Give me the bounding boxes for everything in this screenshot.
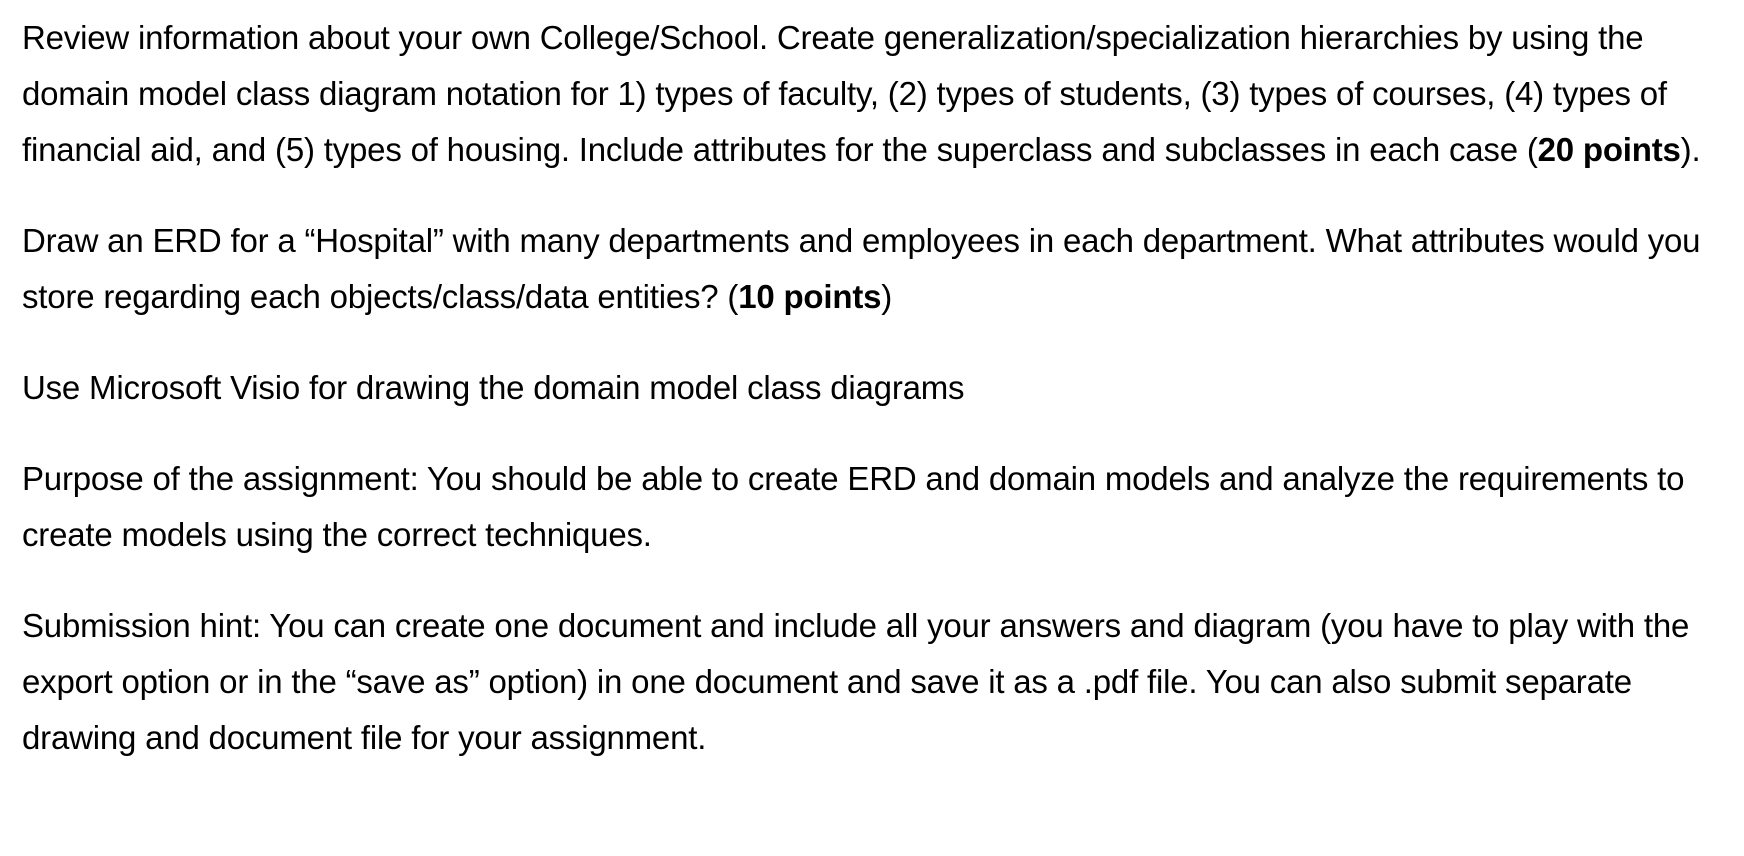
paragraph-tool-instruction xyxy=(22,360,1722,416)
paragraph-submission-hint xyxy=(22,598,1722,766)
paragraph-text: Review information about your own College/School. Create generalization/specialization hierarchies by using the domain model class diagram notation for 1) types of faculty, (2) types of students, (3) types of courses, (4) types of financial aid, and (5) types of housing. Include attributes for the superclass and subclasses in each case ( xyxy=(22,19,1667,168)
paragraph-text: Purpose of the assignment: You should be able to create ERD and domain models and analyze the requirements to create models using the correct techniques. xyxy=(22,460,1685,553)
paragraph-text: Submission hint: You can create one document and include all your answers and diagram (you have to play with the export option or in the “save as” option) in one document and save it as a .pdf file. You can also submit separate drawing and document file for your assignment. xyxy=(22,607,1690,756)
points-label: 20 points xyxy=(1537,131,1681,168)
paragraph-hierarchies-task xyxy=(22,10,1722,178)
paragraph-erd-task xyxy=(22,213,1722,325)
paragraph-text: Use Microsoft Visio for drawing the domain model class diagrams xyxy=(22,369,965,406)
paragraph-text: ). xyxy=(1680,131,1701,168)
paragraph-text: ) xyxy=(881,278,893,315)
points-label: 10 points xyxy=(738,278,882,315)
paragraph-purpose xyxy=(22,451,1722,563)
paragraph-text: Draw an ERD for a “Hospital” with many departments and employees in each department. What attributes would you store regarding each objects/class/data entities? ( xyxy=(22,222,1701,315)
